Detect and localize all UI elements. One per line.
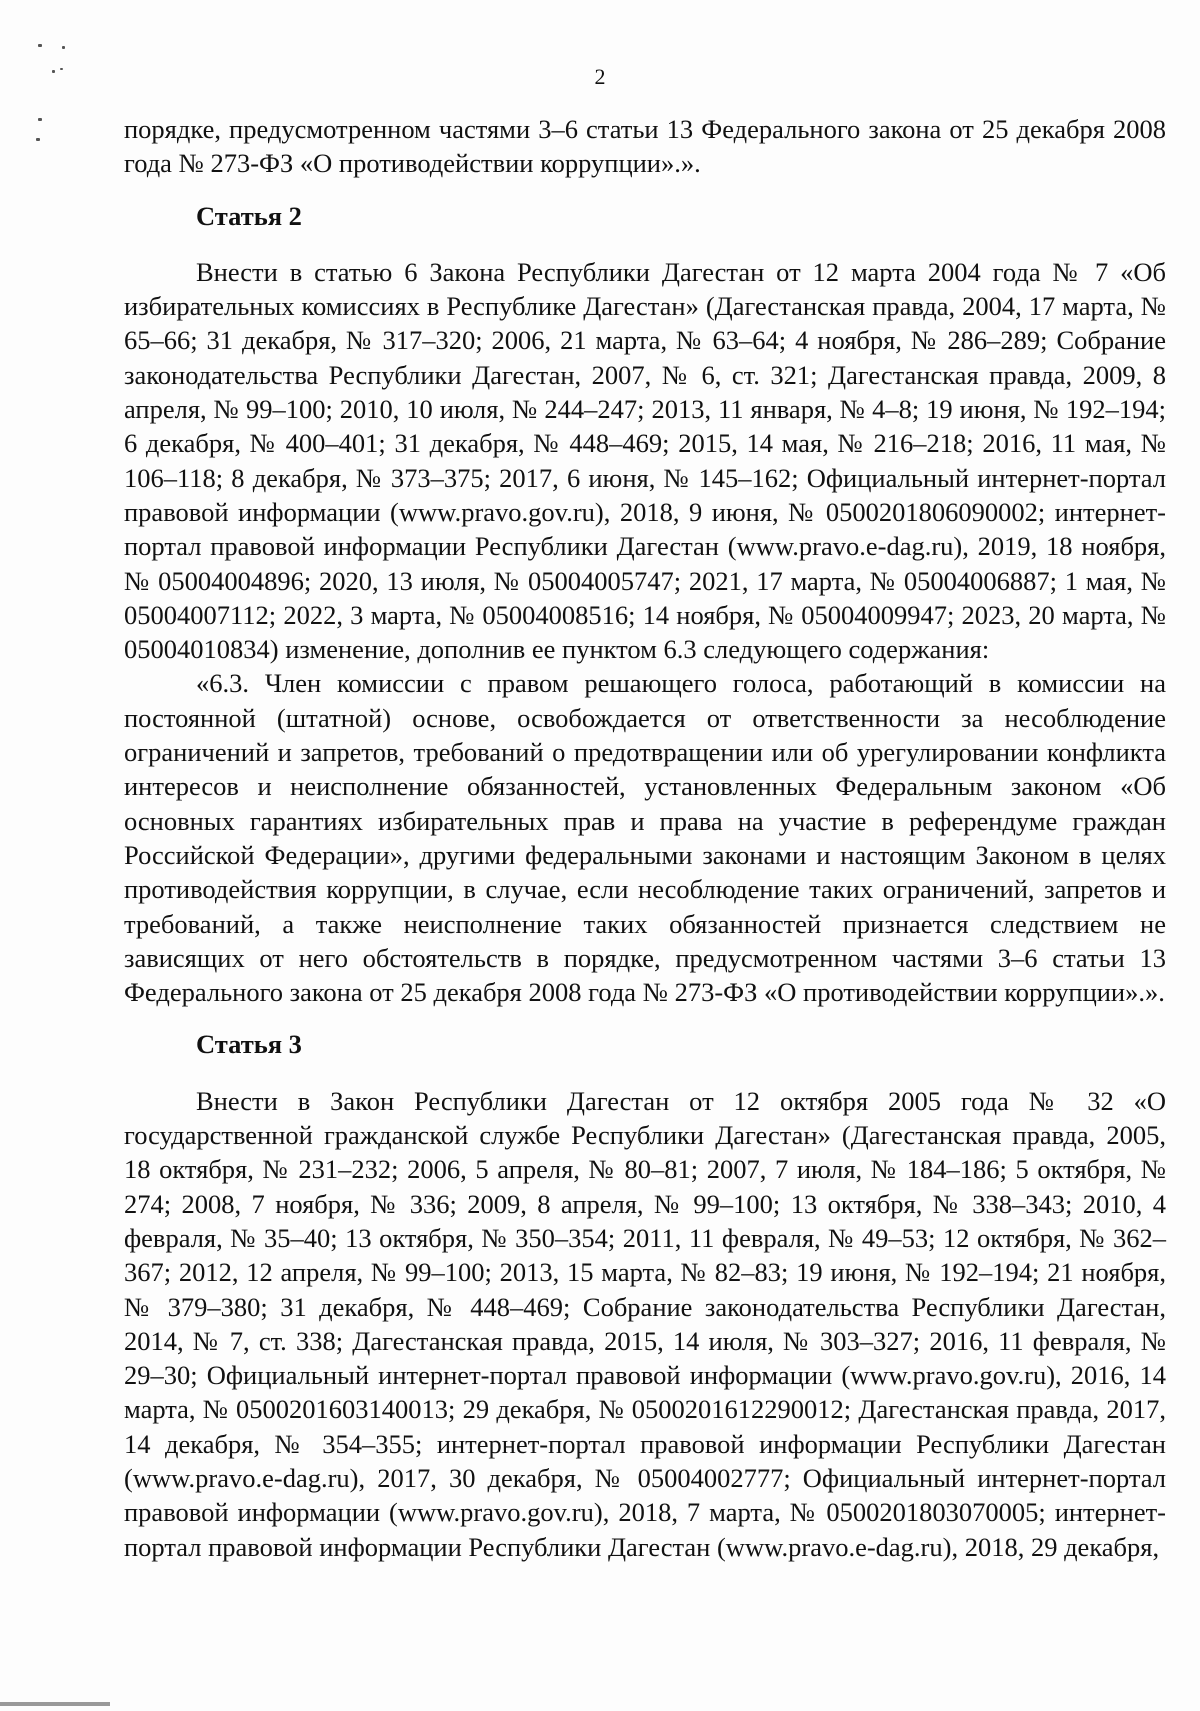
article-2-heading: Статья 2	[196, 200, 302, 231]
paragraph-continuation: порядке, предусмотренном частями 3–6 статьи 13 Федерального закона от 25 декабря 2008 года № 273-ФЗ «О противодействии коррупции».».	[124, 114, 1166, 179]
article-2-paragraph: Внести в статью 6 Закона Республики Дагестан от 12 марта 2004 года № 7 «Об избирательных комиссиях в Республике Дагестан» (Дагестанская правда, 2004, 17 марта, № 65–66; 31 декабря, № 317–320; 2006, 21 марта, № 63–64; 4 ноября, № 286–289; Собрание законодательства Республики Дагестан, 2007, № 6, ст. 321; Дагестанская правда, 2009, 8 апреля, № 99–100; 2010, 10 июля, № 244–247; 2013, 11 января, № 4–8; 19 июня, № 192–194; 6 декабря, № 400–401; 31 декабря, № 448–469; 2015, 14 мая, № 216–218; 2016, 11 мая, № 106–118; 8 декабря, № 373–375; 2017, 6 июня, № 145–162; Официальный интернет-портал правовой информации (www.pravo.gov.ru), 2018, 9 июня, № 0500201806090002; интернет-портал правовой информации Республики Дагестан (www.pravo.e-dag.ru), 2019, 18 ноября, № 05004004896; 2020, 13 июля, № 05004005747; 2021, 17 марта, № 05004006887; 1 мая, № 05004007112; 2022, 3 марта, № 05004008516; 14 ноября, № 05004009947; 2023, 20 марта, № 05004010834) изменение, дополнив ее пунктом 6.3 следующего содержания:	[124, 256, 1166, 665]
scan-mark	[38, 118, 42, 121]
scan-mark	[62, 46, 65, 49]
scan-mark	[36, 138, 40, 141]
article-2-quote-paragraph: «6.3. Член комиссии с правом решающего голоса, работающий в комиссии на постоянной (штатной) основе, освобождается от ответственности за несоблюдение ограничений и запретов, требований о предотвращении или об урегулировании конфликта интересов и неисполнение обязанностей, установленных Федеральным законом «Об основных гарантиях избирательных прав и права на участие в референдуме граждан Российской Федерации», другими федеральными законами и настоящим Законом в целях противодействия коррупции, в случае, если несоблюдение таких ограничений, запретов и требований, а также неисполнение таких обязанностей признается следствием не зависящих от него обстоятельств в порядке, предусмотренном частями 3–6 статьи 13 Федерального закона от 25 декабря 2008 года № 273-ФЗ «О противодействии коррупции».».	[124, 668, 1166, 1008]
scan-mark	[38, 44, 42, 47]
scan-edge-strip	[0, 1702, 110, 1706]
document-body	[124, 112, 1166, 1564]
article-3-heading: Статья 3	[196, 1029, 302, 1060]
page-number: 2	[594, 64, 606, 89]
article-3-paragraph: Внести в Закон Республики Дагестан от 12 октября 2005 года № 32 «О государственной гражданской службе Республики Дагестан» (Дагестанская правда, 2005, 18 октября, № 231–232; 2006, 5 апреля, № 80–81; 2007, 7 июля, № 184–186; 5 октября, № 274; 2008, 7 ноября, № 336; 2009, 8 апреля, № 99–100; 13 октября, № 338–343; 2010, 4 февраля, № 35–40; 13 октября, № 350–354; 2011, 11 февраля, № 49–53; 12 октября, № 362–367; 2012, 12 апреля, № 99–100; 2013, 15 марта, № 82–83; 19 июня, № 192–194; 21 ноября, № 379–380; 31 декабря, № 448–469; Собрание законодательства Республики Дагестан, 2014, № 7, ст. 338; Дагестанская правда, 2015, 14 июля, № 303–327; 2016, 11 февраля, № 29–30; Официальный интернет-портал правовой информации (www.pravo.gov.ru), 2016, 14 марта, № 0500201603140013; 29 декабря, № 0500201612290012; Дагестанская правда, 2017, 14 декабря, № 354–355; интернет-портал правовой информации Республики Дагестан (www.pravo.e-dag.ru), 2017, 30 декабря, № 05004002777; Официальный интернет-портал правовой информации (www.pravo.gov.ru), 2018, 7 марта, № 0500201803070005; интернет-портал правовой информации Республики Дагестан (www.pravo.e-dag.ru), 2018, 29 декабря,	[124, 1085, 1166, 1562]
